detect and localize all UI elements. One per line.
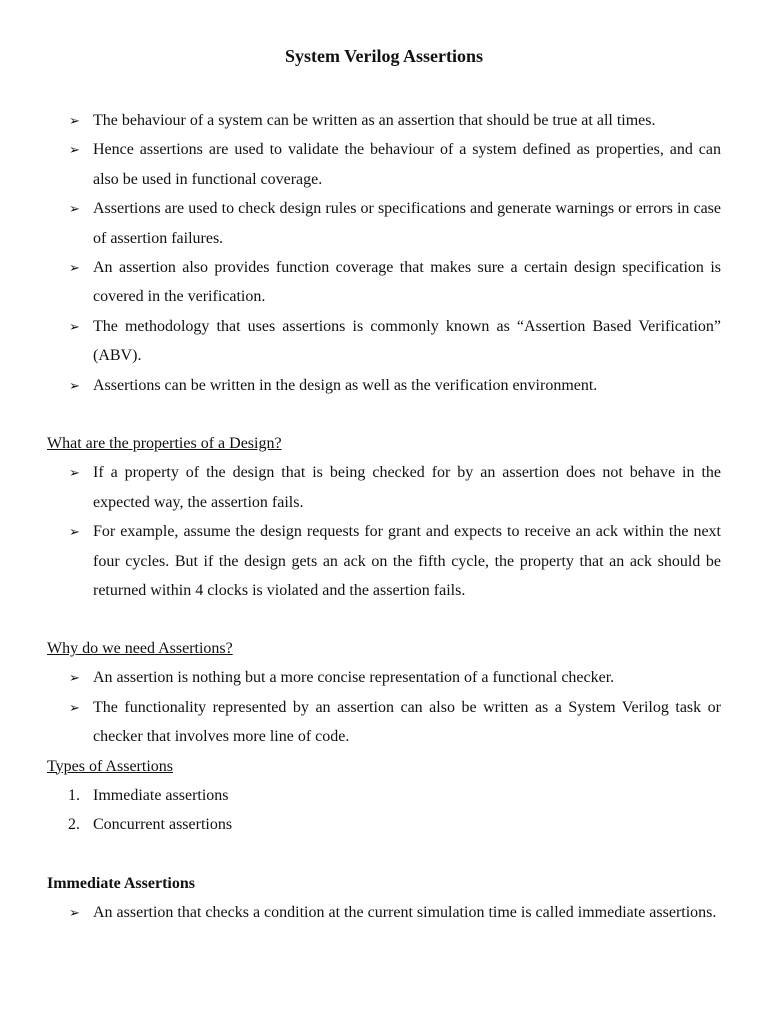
- immediate-heading: Immediate Assertions: [47, 875, 195, 892]
- types-heading: Types of Assertions: [47, 757, 173, 775]
- arrow-bullet-icon: ➢: [69, 201, 80, 217]
- arrow-bullet-icon: ➢: [69, 670, 80, 686]
- intro-section: [47, 106, 721, 400]
- types-numbered-list: [47, 781, 721, 840]
- immediate-section: [47, 869, 721, 928]
- arrow-bullet-icon: ➢: [69, 113, 80, 128]
- list-item: ➢ An assertion also provides function coverage that makes sure a certain design specification is covered in the verification.: [47, 253, 721, 312]
- properties-section: [47, 429, 721, 605]
- arrow-bullet-icon: ➢: [69, 318, 80, 334]
- list-number: 1.: [68, 787, 80, 805]
- properties-heading: What are the properties of a Design?: [47, 435, 282, 452]
- need-heading: Why do we need Assertions?: [47, 640, 233, 657]
- intro-bullet-list: [47, 106, 721, 400]
- list-item: ➢ The methodology that uses assertions is commonly known as “Assertion Based Verification” (ABV).: [47, 312, 721, 371]
- need-section: [47, 634, 721, 840]
- arrow-bullet-icon: ➢: [69, 699, 80, 715]
- page-title: System Verilog Assertions: [285, 46, 483, 66]
- list-item: ➢ An assertion that checks a condition at the current simulation time is called immediate assertions.: [47, 898, 721, 927]
- list-item: ➢ An assertion is nothing but a more concise representation of a functional checker.: [47, 663, 721, 692]
- need-bullet-list: [47, 663, 721, 751]
- arrow-bullet-icon: ➢: [69, 260, 80, 276]
- properties-bullet-list: [47, 458, 721, 605]
- arrow-bullet-icon: ➢: [69, 465, 80, 481]
- list-item: ➢ The functionality represented by an assertion can also be written as a System Verilog task or checker that involves more line of code.: [47, 693, 721, 752]
- list-item: ➢ If a property of the design that is being checked for by an assertion does not behave in the expected way, the assertion fails.: [47, 458, 721, 517]
- list-item: ➢ The behaviour of a system can be written as an assertion that should be true at all times.: [47, 106, 721, 135]
- list-item: 2. Concurrent assertions: [47, 810, 721, 839]
- arrow-bullet-icon: ➢: [69, 524, 80, 540]
- list-item: 1. Immediate assertions: [47, 781, 721, 810]
- arrow-bullet-icon: ➢: [69, 142, 80, 158]
- immediate-bullet-list: [47, 898, 721, 927]
- list-item: ➢ Hence assertions are used to validate the behaviour of a system defined as properties, and can also be used in functional coverage.: [47, 135, 721, 194]
- arrow-bullet-icon: ➢: [69, 377, 80, 393]
- list-item: ➢ For example, assume the design requests for grant and expects to receive an ack within the next four cycles. But if the design gets an ack on the fifth cycle, the property that an ack should be returned within 4 clocks is violated and the assertion fails.: [47, 517, 721, 605]
- list-item: ➢ Assertions are used to check design rules or specifications and generate warnings or errors in case of assertion failures.: [47, 194, 721, 253]
- list-number: 2.: [68, 816, 80, 834]
- arrow-bullet-icon: ➢: [69, 905, 80, 921]
- list-item: ➢ Assertions can be written in the design as well as the verification environment.: [47, 371, 721, 400]
